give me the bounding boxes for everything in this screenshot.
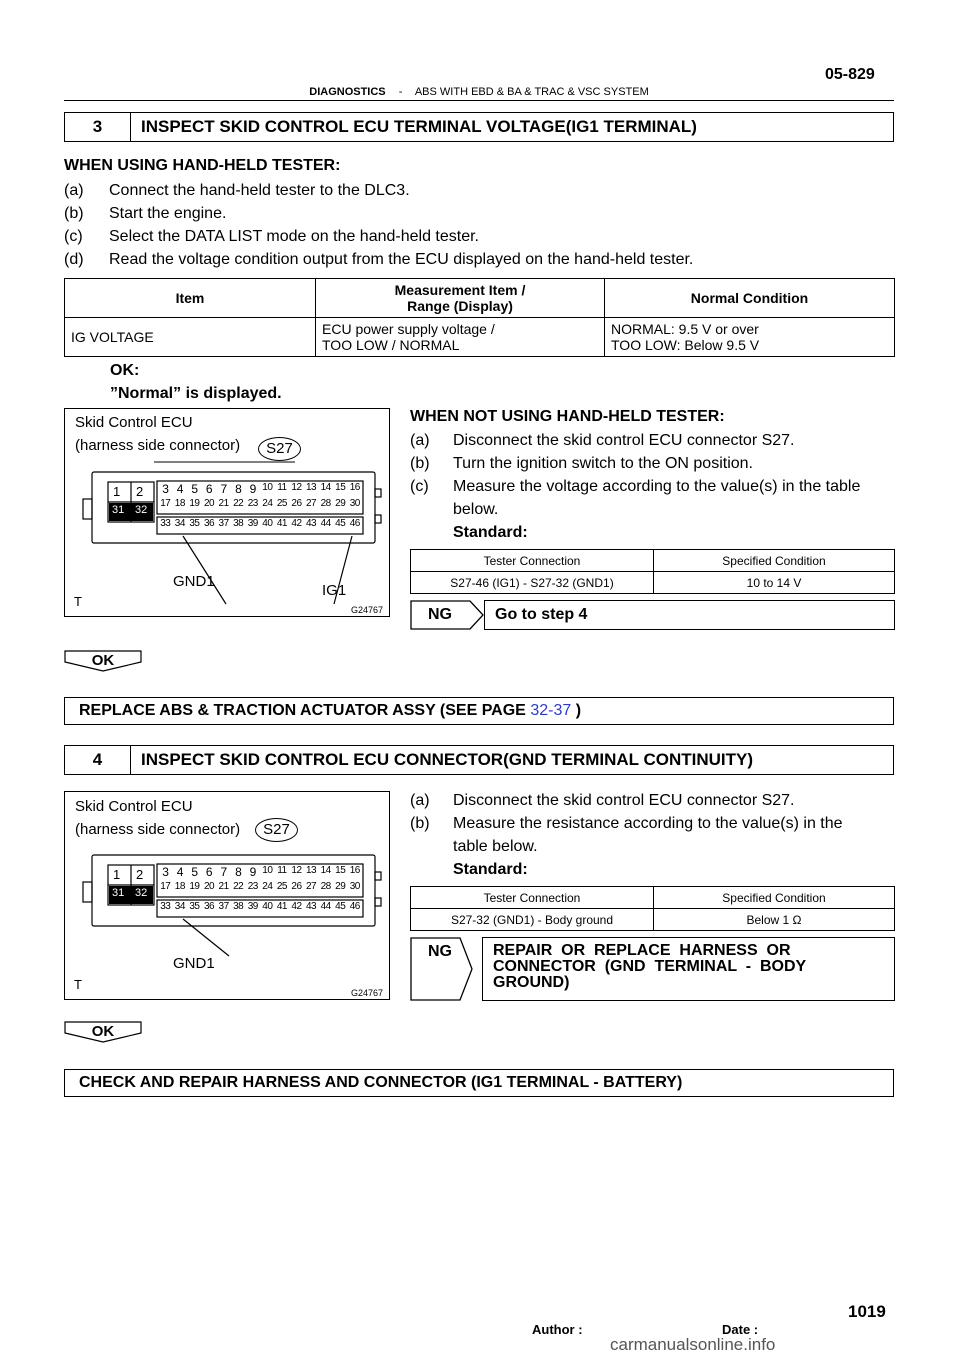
pin-number: 38 [233,901,244,912]
table-header: Tester Connection [411,887,654,909]
tester-step-text: Connect the hand-held tester to the DLC3. [109,182,410,199]
step-label: (b) [410,815,430,832]
step-text: Measure the resistance according to the value(s) in the [453,815,843,832]
pin-number: 19 [189,881,200,892]
table-cell: 10 to 14 V [654,572,895,594]
table-header [316,279,605,318]
header-subsection: ABS WITH EBD & BA & TRAC & VSC SYSTEM [414,86,649,98]
pin-number: 42 [291,901,302,912]
ok-tag [64,650,142,672]
pin-number: 44 [320,518,331,529]
result-box: CHECK AND REPAIR HARNESS AND CONNECTOR (IG1 TERMINAL - BATTERY) [64,1069,894,1097]
figure-subtitle: (harness side connector) [75,437,241,454]
spec-table [410,886,895,931]
pin-number: 36 [203,518,215,529]
pin-number: 6 [205,482,213,496]
page-header [64,86,894,98]
page-code: 05-829 [825,66,875,83]
pin-number: 29 [335,881,346,892]
ng-branch [410,600,895,630]
pin-number: 35 [189,518,200,529]
table-header: Item [65,279,316,318]
pin-number: 8 [235,865,242,879]
result-box [64,697,894,725]
connector-id: S27 [255,818,298,842]
step4-number: 4 [65,746,131,774]
tester-step-text: Read the voltage condition output from the ECU displayed on the hand-held tester. [109,251,694,268]
ok-label: OK: [110,362,140,379]
pin-number: 13 [306,865,317,876]
pin-number: 6 [205,865,213,879]
figure-code: G24767 [351,605,384,615]
pin-row-3 [158,901,362,912]
pin-row-1 [158,865,362,879]
pin-number: 20 [203,881,215,892]
pin-number: 27 [306,498,317,509]
pin-number: 3 [162,865,169,879]
pin-number: 18 [174,498,185,509]
watermark: carmanualsonline.info [610,1335,776,1354]
ok-text: ”Normal” is displayed. [110,385,282,402]
pin-number: 46 [349,518,360,529]
step3-title: INSPECT SKID CONTROL ECU TERMINAL VOLTAGE(IG1 TERMINAL) [141,117,697,136]
cell-line: TOO LOW: Below 9.5 V [611,337,760,353]
pin-number: 41 [276,518,287,529]
figure-code: G24767 [351,988,384,998]
pin-number: 11 [277,865,287,876]
pin-number: 41 [276,901,287,912]
pin-number: 13 [306,482,317,493]
pin-number: 5 [191,865,198,879]
step-label: (a) [410,432,430,449]
gnd1-label: GND1 [173,955,215,972]
t-mark: T [74,594,82,609]
pin-number: 39 [247,518,258,529]
table-header-line: Range (Display) [407,298,513,314]
result-close: ) [575,702,582,719]
data-list-table [64,278,895,357]
pin-number: 16 [349,482,360,493]
pin-number: 10 [262,865,273,876]
pin-number: 26 [291,498,302,509]
table-header: Specified Condition [654,550,895,572]
step-label: (a) [410,792,430,809]
pin-number: 24 [262,881,273,892]
ok-tag-label: OK [91,652,115,669]
pin-number: 44 [320,901,331,912]
pin-number: 45 [335,518,346,529]
figure-title: Skid Control ECU [75,414,193,431]
ng-action-line: REPAIR OR REPLACE HARNESS OR [493,942,791,959]
pin-label: 2 [136,867,144,882]
pin-label: 31 [112,887,125,899]
standard-label: Standard: [453,861,528,878]
pin-number: 33 [160,518,171,529]
pin-number: 15 [335,865,346,876]
pin-number: 23 [247,881,258,892]
pin-label: 32 [135,504,148,516]
page-number: 1019 [848,1302,886,1321]
page-link[interactable]: 32-37 [530,702,572,719]
pin-row-3 [158,518,362,529]
tester-heading: WHEN USING HAND-HELD TESTER: [64,157,341,174]
pin-number: 11 [277,482,287,493]
pin-number: 26 [291,881,302,892]
pin-number: 25 [276,881,287,892]
pin-number: 33 [160,901,171,912]
header-separator: - [398,86,403,98]
connector-id: S27 [258,437,301,461]
ng-action [482,937,895,1001]
no-tester-heading: WHEN NOT USING HAND-HELD TESTER: [410,408,725,425]
table-cell: IG VOLTAGE [65,318,316,357]
pin-number: 21 [218,498,229,509]
tester-step-text: Select the DATA LIST mode on the hand-held tester. [109,228,479,245]
connector-figure [64,408,390,617]
pin-number: 19 [189,498,200,509]
author-label: Author : [532,1322,583,1337]
cell-line: ECU power supply voltage / [322,321,495,337]
pin-label: 1 [113,484,121,499]
pin-number: 21 [218,881,229,892]
pin-number: 37 [218,518,229,529]
pin-number: 17 [160,498,171,509]
step3-number: 3 [65,113,131,141]
pin-number: 43 [306,901,317,912]
ng-action-line: GROUND) [493,974,570,991]
figure-subtitle: (harness side connector) [75,821,241,838]
tester-step-text: Start the engine. [109,205,227,222]
pin-number: 14 [320,482,331,493]
table-cell [316,318,605,357]
table-header-line: Measurement Item / [394,282,526,298]
tester-step-label: (b) [64,205,84,222]
step4-title: INSPECT SKID CONTROL ECU CONNECTOR(GND TERMINAL CONTINUITY) [141,750,754,769]
table-header: Normal Condition [605,279,895,318]
pin-number: 17 [160,881,171,892]
ng-action-line: CONNECTOR (GND TERMINAL - BODY [493,958,807,975]
ng-label: NG [428,943,452,960]
pin-number: 9 [249,865,256,879]
pin-number: 3 [162,482,169,496]
pin-number: 10 [262,482,273,493]
step-label: (b) [410,455,430,472]
pin-number: 22 [233,881,244,892]
pin-number: 18 [174,881,185,892]
pin-number: 27 [306,881,317,892]
pin-number: 30 [349,498,360,509]
pin-number: 43 [306,518,317,529]
gnd1-label: GND1 [173,573,215,590]
table-cell: Below 1 Ω [654,909,895,931]
pin-number: 25 [276,498,287,509]
tester-step-label: (c) [64,228,83,245]
spec-table [410,549,895,594]
ng-branch [410,937,895,1001]
table-header: Tester Connection [411,550,654,572]
ng-action: Go to step 4 [484,600,895,630]
pin-number: 24 [262,498,273,509]
pin-label: 32 [135,887,148,899]
connector-figure [64,791,390,1000]
pin-number: 34 [174,901,185,912]
table-cell [605,318,895,357]
pin-number: 35 [189,901,200,912]
pin-number: 23 [247,498,258,509]
ng-label: NG [428,606,452,623]
pin-number: 37 [218,901,229,912]
pin-number: 4 [176,482,183,496]
pin-number: 29 [335,498,346,509]
pin-row-2 [158,881,362,892]
pin-number: 38 [233,518,244,529]
pin-number: 4 [176,865,183,879]
step-text: Disconnect the skid control ECU connector S27. [453,432,795,449]
ig1-label: IG1 [322,582,347,599]
step-text: table below. [453,838,538,855]
table-header: Specified Condition [654,887,895,909]
header-section: DIAGNOSTICS [309,86,386,98]
step3-heading [64,112,894,142]
cell-line: TOO LOW / NORMAL [322,337,460,353]
pin-number: 9 [249,482,256,496]
step-text: Turn the ignition switch to the ON position. [453,455,753,472]
pin-number: 45 [335,901,346,912]
step-text: Measure the voltage according to the value(s) in the table [453,478,861,495]
t-mark: T [74,977,82,992]
ok-tag [64,1021,142,1043]
date-label: Date : [722,1322,759,1337]
step-text: Disconnect the skid control ECU connector S27. [453,792,795,809]
pin-number: 20 [203,498,215,509]
pin-number: 15 [335,482,346,493]
pin-number: 16 [349,865,360,876]
standard-label: Standard: [453,524,528,541]
pin-label: 1 [113,867,121,882]
pin-number: 46 [349,901,360,912]
pin-number: 12 [291,865,302,876]
pin-number: 12 [291,482,302,493]
pin-number: 22 [233,498,244,509]
pin-row-1 [158,482,362,496]
pin-number: 39 [247,901,258,912]
pin-number: 34 [174,518,185,529]
pin-number: 28 [320,498,331,509]
pin-number: 40 [262,518,273,529]
pin-label: 31 [112,504,125,516]
tester-step-label: (d) [64,251,84,268]
table-cell: S27-32 (GND1) - Body ground [411,909,654,931]
pin-label: 2 [136,484,144,499]
pin-number: 30 [349,881,360,892]
pin-number: 8 [235,482,242,496]
pin-number: 7 [220,482,227,496]
pin-number: 7 [220,865,227,879]
pin-number: 14 [320,865,331,876]
table-cell: S27-46 (IG1) - S27-32 (GND1) [411,572,654,594]
pin-number: 42 [291,518,302,529]
figure-title: Skid Control ECU [75,798,193,815]
header-rule [64,100,894,101]
pin-number: 36 [203,901,215,912]
pin-number: 28 [320,881,331,892]
pin-number: 40 [262,901,273,912]
step-text: below. [453,501,499,518]
step-label: (c) [410,478,429,495]
result-text: REPLACE ABS & TRACTION ACTUATOR ASSY (SEE PAGE [79,702,526,719]
step4-heading [64,745,894,775]
pin-row-2 [158,498,362,509]
ok-tag-label: OK [91,1023,115,1040]
pin-number: 5 [191,482,198,496]
cell-line: NORMAL: 9.5 V or over [611,321,759,337]
tester-step-label: (a) [64,182,84,199]
